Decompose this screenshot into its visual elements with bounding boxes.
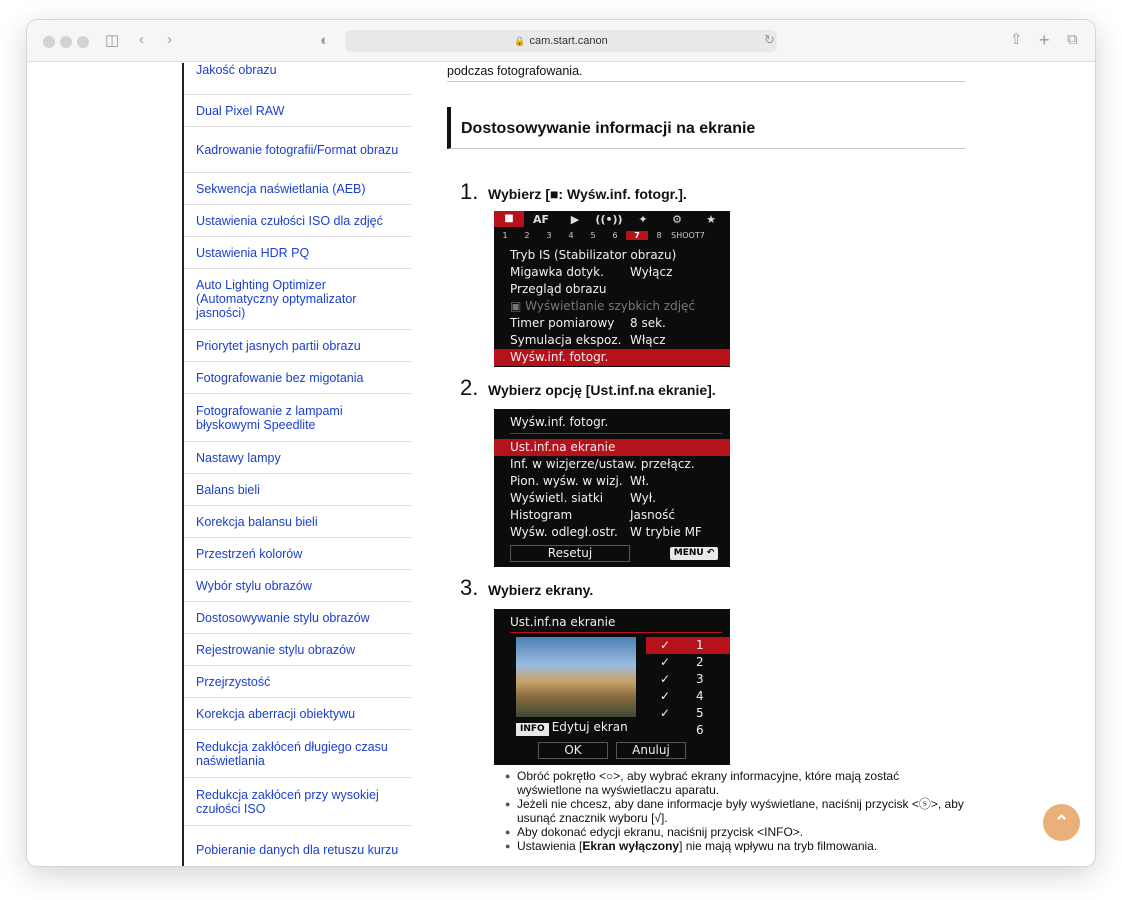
step-2 [447, 375, 965, 401]
camera-tab-label: ((•)) [595, 212, 623, 226]
chevron-left-icon[interactable]: ‹ [139, 31, 144, 48]
camera-menu-title: Ust.inf.na ekranie [510, 615, 616, 629]
sidebar-nav-link[interactable]: Balans bieli [184, 474, 412, 506]
reset-button[interactable]: Resetuj [510, 545, 630, 562]
camera-tab-label: ✦ [638, 212, 648, 226]
camera-menu-row[interactable] [494, 524, 730, 541]
menu-row-label: Wyśw.inf. fotogr. [510, 350, 609, 364]
camera-menu-title-rule [510, 433, 722, 434]
url-text: cam.start.canon [529, 35, 608, 47]
menu-row-label: Ust.inf.na ekranie [510, 440, 616, 454]
camera-page-number: 3 [546, 230, 552, 240]
sidebar-nav-link[interactable]: Rejestrowanie stylu obrazów [184, 634, 412, 666]
screen-check-row[interactable] [646, 671, 730, 688]
page-content [27, 63, 1095, 866]
camera-page-numbers [494, 228, 730, 242]
double-chevron-up-icon: ⌃ [1053, 812, 1070, 832]
sidebar-nav-link[interactable]: Jakość obrazu [184, 63, 412, 95]
menu-row-label: Tryb IS (Stabilizator obrazu) [510, 248, 677, 262]
menu-row-label: Histogram [510, 508, 573, 522]
camera-tab-icon: ■ [494, 211, 524, 227]
check-mark-icon: ✓ [660, 655, 671, 669]
menu-row-label: Wyświetl. siatki [510, 491, 604, 505]
screen-number: 6 [696, 723, 704, 737]
camera-menu-row[interactable] [494, 507, 730, 524]
sidebar-nav-link[interactable]: Priorytet jasnych partii obrazu [184, 330, 412, 362]
close-window-button[interactable] [43, 36, 55, 48]
check-mark-icon: ✓ [660, 706, 671, 720]
main-article [447, 63, 965, 853]
screen-number: 4 [696, 689, 704, 703]
edit-screen-button[interactable] [516, 719, 628, 736]
step-number: 2. [460, 375, 479, 400]
menu-row-value: Wył. [630, 491, 656, 505]
sidebar-nav-link[interactable]: Ustawienia czułości ISO dla zdjęć [184, 205, 412, 237]
camera-tab-label: AF [532, 212, 550, 226]
camera-menu-screens [494, 609, 730, 765]
sidebar-nav-link[interactable]: Przestrzeń kolorów [184, 538, 412, 570]
sidebar-nav-link[interactable]: Nastawy lampy [184, 442, 412, 474]
camera-tab-label: ⚙ [672, 212, 682, 226]
menu-back-button[interactable] [670, 547, 718, 560]
browser-window [27, 20, 1095, 866]
screen-check-row[interactable] [646, 722, 730, 739]
address-bar[interactable] [345, 30, 777, 52]
step-1 [447, 179, 965, 205]
camera-menu-row[interactable] [494, 439, 730, 456]
step-number: 3. [460, 575, 479, 600]
screen-check-row[interactable] [646, 637, 730, 654]
screen-number: 3 [696, 672, 704, 686]
new-tab-icon[interactable]: + [1039, 30, 1050, 50]
chevron-right-icon[interactable]: › [167, 31, 172, 48]
camera-page-number: 2 [524, 230, 530, 240]
camera-page-number: 7 [626, 231, 648, 240]
screen-preview-image [516, 637, 636, 717]
tabs-overview-icon[interactable]: ⧉ [1067, 31, 1078, 48]
menu-row-label: Migawka dotyk. [510, 265, 604, 279]
camera-menu-row[interactable] [494, 473, 730, 490]
menu-row-label: Pion. wyśw. w wizj. [510, 474, 623, 488]
screen-number: 1 [696, 638, 704, 652]
sidebar-nav-link[interactable]: Wybór stylu obrazów [184, 570, 412, 602]
camera-page-number: 5 [590, 230, 596, 240]
menu-row-value: Wł. [630, 474, 650, 488]
sidebar-nav-link[interactable]: Dual Pixel RAW [184, 95, 412, 127]
info-text: Edytuj ekran [551, 720, 628, 734]
sidebar-nav-link[interactable]: Dostosowywanie stylu obrazów [184, 602, 412, 634]
sidebar-nav-link[interactable]: Kadrowanie fotografii/Format obrazu [184, 127, 412, 173]
sidebar-nav-link[interactable]: Ustawienia HDR PQ [184, 237, 412, 269]
bold-setting-name: Ekran wyłączony [582, 839, 680, 853]
camera-menu-title: Wyśw.inf. fotogr. [510, 415, 609, 429]
sidebar-nav-link[interactable]: Redukcja zakłóceń długiego czasu naświetlania [184, 730, 412, 778]
camera-menu-row[interactable] [494, 298, 730, 315]
menu-row-value: Jasność [630, 508, 675, 522]
ok-button[interactable]: OK [538, 742, 608, 759]
camera-menu-row[interactable] [494, 456, 730, 473]
step-text: Wybierz [■: Wyśw.inf. fotogr.]. [488, 186, 687, 202]
sidebar-nav-link[interactable]: Przejrzystość [184, 666, 412, 698]
camera-menu-title-rule [510, 632, 722, 633]
sidebar-nav-link[interactable]: Pobieranie danych dla retuszu kurzu [184, 826, 412, 866]
camera-page-number: SHOOT7 [671, 230, 705, 240]
sidebar-nav [182, 63, 410, 866]
sidebar-nav-link[interactable]: Korekcja aberracji obiektywu [184, 698, 412, 730]
camera-menu-row[interactable] [494, 281, 730, 298]
step-number: 1. [460, 179, 479, 204]
sidebar-nav-link[interactable]: Korekcja balansu bieli [184, 506, 412, 538]
cancel-button[interactable]: Anuluj [616, 742, 686, 759]
camera-tab-bar [494, 211, 730, 227]
instructions-list [505, 769, 965, 853]
menu-row-label: Inf. w wizjerze/ustaw. przełącz. [510, 457, 695, 471]
camera-menu-row[interactable] [494, 490, 730, 507]
info-badge: INFO [516, 723, 549, 736]
camera-menu-row[interactable] [494, 264, 730, 281]
minimize-window-button[interactable] [60, 36, 72, 48]
toolbar [27, 20, 1095, 62]
check-mark-icon: ✓ [660, 672, 671, 686]
step-3 [447, 575, 965, 601]
share-icon[interactable]: ⇧ [1010, 31, 1023, 48]
camera-menu-row[interactable] [494, 332, 730, 349]
camera-tab-label: ▶ [570, 212, 580, 226]
camera-tab-label: ★ [706, 212, 716, 226]
menu-row-value: 8 sek. [630, 316, 666, 330]
camera-menu-row[interactable] [494, 349, 730, 366]
scroll-to-top-button[interactable] [1043, 804, 1080, 841]
sidebar-nav-link[interactable]: Auto Lighting Optimizer (Automatyczny optymalizator jasności) [184, 269, 412, 330]
lock-icon: 🔒 [514, 35, 526, 46]
return-icon: ↶ [706, 548, 715, 558]
camera-page-number: 1 [502, 230, 508, 240]
menu-row-value: Wyłącz [630, 265, 673, 279]
menu-row-label: ▣ Wyświetlanie szybkich zdjęć [510, 299, 696, 313]
check-mark-icon: ✓ [660, 638, 671, 652]
menu-row-label: Przegląd obrazu [510, 282, 607, 296]
menu-row-label: Wyśw. odległ.ostr. [510, 525, 618, 539]
camera-menu-row[interactable] [494, 315, 730, 332]
zoom-window-button[interactable] [77, 36, 89, 48]
screen-check-row[interactable] [646, 705, 730, 722]
shield-icon[interactable]: ◐ [320, 32, 330, 49]
instruction-item: ● Jeżeli nie chcesz, aby dane informacje były wyświetlane, naciśnij przycisk <ⓢ>, aby usunąć znacznik wyboru [√]. [505, 797, 965, 825]
menu-row-value: Włącz [630, 333, 666, 347]
reload-icon[interactable]: ↻ [764, 32, 775, 47]
instruction-item: ● Aby dokonać edycji ekranu, naciśnij przycisk <INFO>. [505, 825, 965, 839]
instruction-item: ● Obróć pokrętło <○>, aby wybrać ekrany informacyjne, które mają zostać wyświetlone na wyświetlaczu aparatu. [505, 769, 965, 797]
check-mark-icon: ✓ [660, 689, 671, 703]
camera-page-number: 8 [656, 230, 662, 240]
screen-number: 5 [696, 706, 704, 720]
camera-page-number: 4 [568, 230, 574, 240]
menu-row-label: Symulacja ekspoz. [510, 333, 622, 347]
camera-menu-shooting [494, 211, 730, 367]
step-text: Wybierz ekrany. [488, 582, 594, 598]
lead-text: podczas fotografowania. [447, 63, 965, 82]
camera-menu-display [494, 409, 730, 567]
step-text: Wybierz opcję [Ust.inf.na ekranie]. [488, 382, 716, 398]
sidebar-nav-link[interactable]: Fotografowanie z lampami błyskowymi Speedlite [184, 394, 412, 442]
sidebar-toggle-icon[interactable]: ◫ [105, 32, 120, 49]
section-title: Dostosowywanie informacji na ekranie [447, 107, 965, 149]
sidebar-nav-link[interactable]: Redukcja zakłóceń przy wysokiej czułości ISO [184, 778, 412, 826]
screen-number: 2 [696, 655, 704, 669]
sidebar-nav-link[interactable]: Fotografowanie bez migotania [184, 362, 412, 394]
menu-badge-text: MENU [673, 548, 704, 558]
camera-menu-row[interactable] [494, 247, 730, 264]
screen-check-row[interactable] [646, 654, 730, 671]
camera-page-number: 6 [612, 230, 618, 240]
menu-row-value: W trybie MF [630, 525, 702, 539]
instruction-item: ● Ustawienia [Ekran wyłączony] nie mają wpływu na tryb filmowania. [505, 839, 965, 853]
screen-check-row[interactable] [646, 688, 730, 705]
sidebar-nav-link[interactable]: Sekwencja naświetlania (AEB) [184, 173, 412, 205]
menu-row-label: Timer pomiarowy [510, 316, 615, 330]
